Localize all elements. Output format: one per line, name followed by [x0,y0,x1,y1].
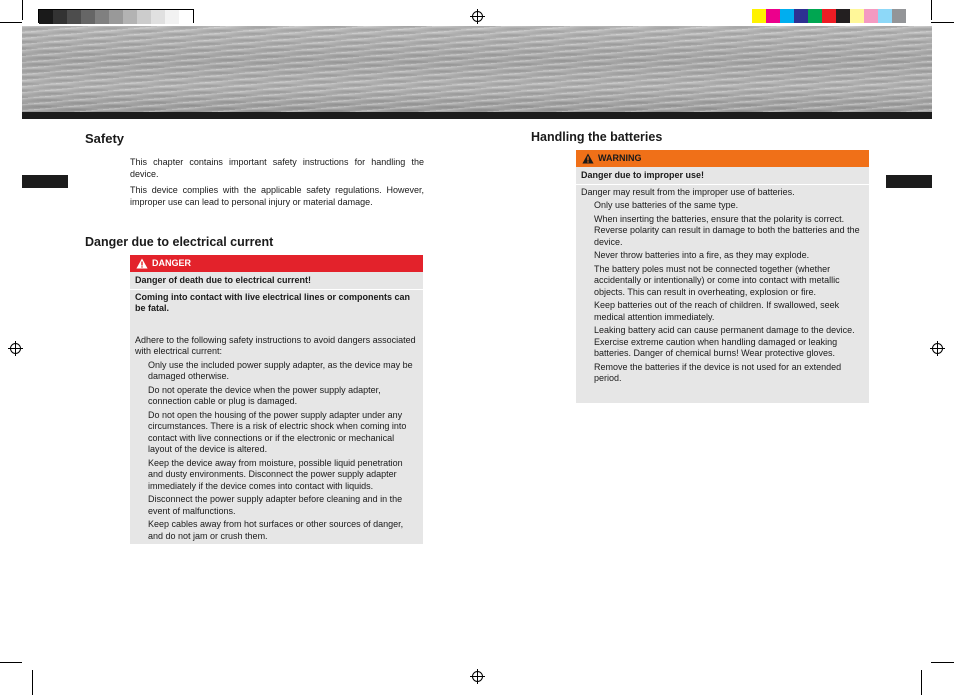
crop-mark [931,22,954,23]
crop-mark [22,0,23,20]
registration-mark-icon [10,343,21,354]
color-swatch [864,9,878,23]
registration-mark-icon [932,343,943,354]
header-banner [22,26,932,112]
grey-calibration-bar [38,9,194,23]
color-swatch [850,9,864,23]
color-swatch [892,9,906,23]
list-item: Leaking battery acid can cause permanent damage to the device. Exercise extreme caution when handling damaged or leaking batteries. Danger of chemical burns! Wear protective gloves. [594,325,855,358]
section-heading: Danger due to electrical current [85,235,274,249]
list-item: When inserting the batteries, ensure that the polarity is correct. Reverse polarity can result in damage to both the batteries and the device. [594,213,860,247]
color-swatch [95,10,109,24]
list-item: Keep the device away from moisture, possible liquid penetration and dusty environments. Disconnect the power supply adapter immediately if the device comes into contact with liquids. [148,457,403,491]
danger-callout [130,255,423,544]
warning-callout [576,150,869,403]
list-item: The battery poles must not be connected together (whether accidentally or intentionally) or come into contact with metallic objects. This can result in overheating, explosion or fire. [594,263,840,297]
crop-mark [931,662,954,663]
color-swatch [822,9,836,23]
color-swatch [766,9,780,23]
color-swatch [165,10,179,24]
page-side-tab [886,175,932,188]
warning-title: Danger due to improper use! [581,170,705,180]
warning-header [576,150,869,167]
color-swatch [151,10,165,24]
color-swatch [123,10,137,24]
color-swatch [808,9,822,23]
color-swatch [179,10,193,24]
list-item: Only use the included power supply adapter, as the device may be damaged otherwise. [148,359,413,381]
color-swatch [137,10,151,24]
list-item: Keep cables away from hot surfaces or other sources of danger, and do not jam or crush them. [148,519,404,541]
list-item: Only use batteries of the same type. [594,200,739,210]
list-item: Do not open the housing of the power supply adapter under any circumstances. There is a risk of electric shock when coming into contact with live connections or if the electronic or mechanical layout of the device is altered. [148,409,407,454]
color-swatch [53,10,67,24]
crop-mark [0,662,22,663]
list-item: Disconnect the power supply adapter before cleaning and in the event of malfunctions. [148,494,403,516]
danger-instruction: Adhere to the following safety instructions to avoid dangers associated with electrical current: [135,334,416,356]
intro-paragraph: This chapter contains important safety instructions for handling the device. [130,157,424,179]
color-swatch [81,10,95,24]
color-swatch [794,9,808,23]
list-item: Remove the batteries if the device is not used for an extended period. [594,361,842,383]
divider [130,289,423,290]
crop-mark [921,670,922,695]
warning-label: WARNING [598,152,642,163]
crop-mark [931,0,932,20]
crop-mark [32,670,33,695]
color-swatch [780,9,794,23]
color-swatch [878,9,892,23]
danger-title: Danger of death due to electrical current! [135,275,312,285]
list-item: Do not operate the device when the power supply adapter, connection cable or plug is damaged. [148,384,381,406]
danger-header [130,255,423,272]
danger-subtitle: Coming into contact with live electrical lines or components can be fatal. [135,291,411,313]
page-side-tab [22,175,68,188]
header-rule [22,112,932,119]
color-swatch [752,9,766,23]
danger-label: DANGER [152,257,192,268]
color-swatch [836,9,850,23]
warning-triangle-icon [136,258,148,269]
list-item: Never throw batteries into a fire, as they may explode. [594,250,810,260]
color-calibration-bar [752,9,906,23]
crop-mark [0,22,22,23]
color-swatch [39,10,53,24]
section-heading: Handling the batteries [531,130,663,144]
registration-mark-icon [472,11,483,22]
divider [576,184,869,185]
page-title: Safety [85,131,125,146]
registration-mark-icon [472,671,483,682]
color-swatch [67,10,81,24]
warning-subtitle: Danger may result from the improper use of batteries. [581,186,795,197]
warning-triangle-icon [582,153,594,164]
color-swatch [109,10,123,24]
intro-paragraph: This device complies with the applicable safety regulations. However, improper use can lead to personal injury or material damage. [130,185,424,207]
list-item: Keep batteries out of the reach of children. If swallowed, seek medical attention immediately. [594,300,840,322]
